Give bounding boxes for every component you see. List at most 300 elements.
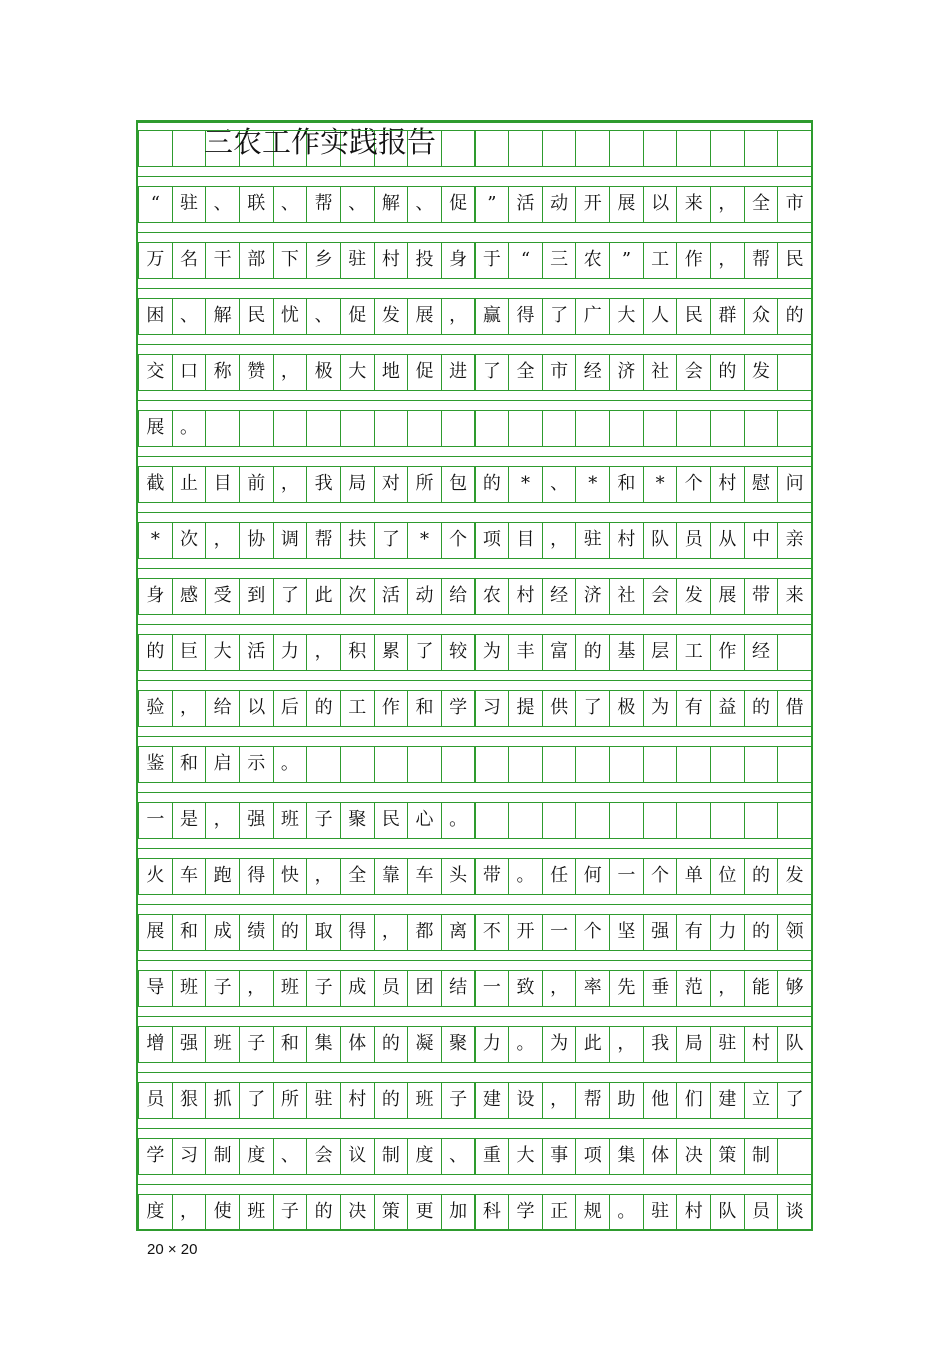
grid-char: 致 [516, 977, 535, 998]
grid-cell [609, 634, 644, 670]
grid-char: 到 [247, 585, 266, 606]
grid-cell [744, 690, 779, 726]
grid-line [138, 848, 811, 849]
text-row [138, 1082, 811, 1118]
grid-cell [138, 298, 173, 334]
grid-line [138, 558, 811, 559]
grid-cell [710, 858, 745, 894]
grid-cell [306, 410, 341, 446]
grid-char: 都 [415, 921, 434, 942]
grid-char: 心 [415, 809, 434, 830]
grid-cell [138, 858, 173, 894]
grid-cell [643, 522, 678, 558]
grid-cell [172, 1194, 207, 1230]
grid-cell [340, 522, 375, 558]
grid-char: 示 [247, 753, 266, 774]
grid-cell [239, 914, 274, 950]
grid-cell [374, 746, 409, 782]
grid-line [138, 130, 811, 131]
grid-char: 习 [482, 697, 501, 718]
grid-char: 民 [785, 249, 804, 270]
grid-cell [205, 690, 240, 726]
grid-char: 的 [280, 921, 299, 942]
grid-line [138, 904, 811, 905]
grid-char: 局 [684, 1033, 703, 1054]
grid-line [138, 1128, 811, 1129]
grid-cell [676, 1026, 711, 1062]
grid-char: 的 [752, 865, 770, 886]
grid-char: 村 [718, 473, 737, 494]
grid-cell [744, 466, 779, 502]
grid-cell [306, 1138, 341, 1174]
grid-cell [340, 354, 375, 390]
grid-cell [239, 354, 274, 390]
grid-cell [205, 410, 240, 446]
grid-char: 。 [449, 809, 468, 830]
grid-cell [273, 914, 308, 950]
grid-cell [643, 578, 678, 614]
grid-line [138, 960, 811, 961]
grid-char: 凝 [415, 1033, 434, 1054]
grid-cell [542, 578, 577, 614]
grid-char: 全 [516, 361, 535, 382]
grid-cell [542, 130, 577, 166]
grid-char: 作 [381, 697, 400, 718]
grid-cell [374, 970, 409, 1006]
grid-cell [273, 298, 308, 334]
grid-cell [676, 522, 711, 558]
grid-cell [172, 634, 207, 670]
grid-char: 开 [583, 193, 602, 214]
grid-char: 三 [550, 249, 569, 270]
grid-char: 动 [550, 193, 569, 214]
grid-char: 员 [752, 1201, 770, 1222]
grid-cell [542, 522, 577, 558]
grid-char: ， [449, 305, 468, 326]
grid-char: 工 [348, 697, 367, 718]
grid-cell [306, 970, 341, 1006]
grid-char: 成 [213, 921, 232, 942]
grid-cell [710, 802, 745, 838]
grid-cell [273, 522, 308, 558]
grid-cell [710, 522, 745, 558]
grid-cell [609, 410, 644, 446]
grid-cell [508, 1026, 543, 1062]
grid-char: 促 [415, 361, 434, 382]
grid-char: 绩 [247, 921, 266, 942]
document-title: 三农工作实践报告 [204, 125, 437, 159]
grid-cell [575, 410, 610, 446]
grid-char: 来 [684, 193, 703, 214]
grid-cell [172, 130, 207, 166]
grid-cell [138, 1082, 173, 1118]
grid-char: 的 [146, 641, 165, 662]
grid-cell [609, 914, 644, 950]
grid-char: 为 [550, 1033, 569, 1054]
grid-char: 动 [415, 585, 434, 606]
grid-cell [407, 802, 442, 838]
text-row [138, 298, 811, 334]
grid-char: 有 [684, 697, 703, 718]
grid-cell [239, 634, 274, 670]
grid-cell [138, 1138, 173, 1174]
grid-char: 们 [684, 1089, 703, 1110]
grid-cell [744, 858, 779, 894]
grid-char: 的 [314, 697, 333, 718]
grid-cell [441, 634, 476, 670]
grid-cell [744, 970, 779, 1006]
grid-cell [205, 970, 240, 1006]
grid-cell [306, 1194, 341, 1230]
text-row [138, 634, 811, 670]
grid-char: 展 [718, 585, 737, 606]
grid-char: 基 [617, 641, 636, 662]
grid-cell [441, 186, 476, 222]
grid-cell [441, 242, 476, 278]
grid-char: 提 [516, 697, 535, 718]
grid-cell [172, 578, 207, 614]
grid-line [138, 1082, 811, 1083]
grid-char: ， [550, 529, 569, 550]
grid-cell [407, 1138, 442, 1174]
grid-cell [441, 354, 476, 390]
grid-char: 规 [583, 1201, 602, 1222]
grid-char: 积 [348, 641, 367, 662]
grid-cell [643, 690, 678, 726]
grid-char: 借 [785, 697, 804, 718]
grid-char: 村 [381, 249, 400, 270]
grid-cell [575, 466, 610, 502]
grid-char: 带 [752, 585, 770, 606]
grid-char: 我 [314, 473, 333, 494]
grid-char: 一 [482, 977, 501, 998]
grid-char: 开 [516, 921, 535, 942]
grid-line [138, 1138, 811, 1139]
grid-char: 、 [550, 473, 569, 494]
grid-char: 了 [482, 361, 501, 382]
grid-cell [407, 1194, 442, 1230]
grid-cell [239, 186, 274, 222]
grid-cell [441, 410, 476, 446]
grid-line [138, 298, 811, 299]
grid-cell [239, 746, 274, 782]
grid-cell [340, 802, 375, 838]
grid-char: 取 [314, 921, 333, 942]
grid-cell [744, 354, 779, 390]
grid-cell [609, 242, 644, 278]
grid-char: 、 [449, 1145, 468, 1166]
grid-char: 、 [314, 305, 333, 326]
grid-char: 习 [179, 1145, 198, 1166]
grid-cell [575, 1026, 610, 1062]
manuscript-grid-sheet [136, 120, 813, 1231]
grid-cell [643, 1194, 678, 1230]
grid-char: 部 [247, 249, 266, 270]
grid-char: 了 [415, 641, 434, 662]
grid-cell [676, 466, 711, 502]
grid-cell [407, 858, 442, 894]
grid-cell [340, 746, 375, 782]
grid-char: 导 [146, 977, 165, 998]
grid-cell [643, 1082, 678, 1118]
grid-char: 验 [146, 697, 165, 718]
grid-cell [508, 970, 543, 1006]
grid-cell [172, 914, 207, 950]
grid-char: ， [550, 1089, 569, 1110]
grid-cell [542, 970, 577, 1006]
grid-line [138, 792, 811, 793]
grid-char: 体 [348, 1033, 367, 1054]
grid-cell [744, 1194, 779, 1230]
grid-char: 进 [449, 361, 468, 382]
grid-char: 和 [179, 921, 198, 942]
grid-char: ， [280, 361, 299, 382]
grid-cell [306, 242, 341, 278]
grid-char: 够 [785, 977, 804, 998]
grid-cell [575, 242, 610, 278]
grid-char: 赞 [247, 361, 266, 382]
grid-cell [441, 1194, 476, 1230]
grid-char: 累 [381, 641, 400, 662]
grid-cell [374, 802, 409, 838]
grid-char: ， [213, 529, 232, 550]
grid-line [138, 736, 811, 737]
grid-cell [475, 354, 510, 390]
grid-cell [205, 466, 240, 502]
grid-cell [575, 858, 610, 894]
grid-char: * [520, 473, 530, 494]
grid-char: 集 [617, 1145, 636, 1166]
grid-char: 活 [381, 585, 400, 606]
grid-cell [575, 298, 610, 334]
text-row [138, 354, 811, 390]
grid-cell [306, 466, 341, 502]
grid-char: 帮 [752, 249, 770, 270]
grid-cell [744, 1082, 779, 1118]
grid-cell [777, 242, 812, 278]
grid-cell [138, 242, 173, 278]
grid-cell [643, 802, 678, 838]
grid-cell [239, 1026, 274, 1062]
grid-char: 慰 [752, 473, 770, 494]
grid-cell [138, 634, 173, 670]
grid-cell [205, 634, 240, 670]
grid-char: 受 [213, 585, 232, 606]
grid-char: 村 [617, 529, 636, 550]
grid-char: 社 [651, 361, 670, 382]
grid-cell [340, 634, 375, 670]
grid-line [138, 410, 811, 411]
grid-line [138, 634, 811, 635]
grid-cell [676, 242, 711, 278]
grid-cell [508, 186, 543, 222]
grid-cell [744, 242, 779, 278]
grid-char: * [420, 529, 429, 550]
grid-cell [374, 354, 409, 390]
grid-line [138, 278, 811, 279]
grid-cell [340, 242, 375, 278]
grid-cell [172, 802, 207, 838]
grid-line [138, 344, 811, 345]
grid-cell [138, 130, 173, 166]
grid-cell [441, 522, 476, 558]
grid-char: 学 [146, 1145, 165, 1166]
grid-cell [374, 634, 409, 670]
grid-cell [777, 858, 812, 894]
grid-char: 民 [381, 809, 400, 830]
grid-cell [777, 578, 812, 614]
grid-cell [777, 1026, 812, 1062]
grid-cell [609, 802, 644, 838]
grid-char: 事 [550, 1145, 569, 1166]
grid-char: 结 [449, 977, 468, 998]
grid-char: 车 [179, 865, 198, 886]
grid-char: 他 [651, 1089, 670, 1110]
grid-cell [306, 914, 341, 950]
grid-char: 议 [348, 1145, 367, 1166]
grid-cell [340, 1194, 375, 1230]
grid-char: 力 [718, 921, 737, 942]
grid-char: 作 [684, 249, 703, 270]
grid-cell [643, 1026, 678, 1062]
grid-line [138, 578, 811, 579]
grid-cell [374, 466, 409, 502]
grid-cell [744, 522, 779, 558]
grid-cell [407, 354, 442, 390]
grid-cell [306, 186, 341, 222]
grid-char: 制 [381, 1145, 400, 1166]
grid-cell [777, 746, 812, 782]
grid-char: 任 [550, 865, 569, 886]
grid-char: 领 [785, 921, 804, 942]
grid-cell [306, 1026, 341, 1062]
grid-cell [643, 634, 678, 670]
grid-char: 率 [583, 977, 602, 998]
grid-cell [643, 130, 678, 166]
grid-cell [609, 690, 644, 726]
grid-char: 度 [247, 1145, 266, 1166]
grid-cell [205, 1138, 240, 1174]
grid-cell [609, 746, 644, 782]
grid-line [138, 466, 811, 467]
grid-cell [172, 522, 207, 558]
grid-cell [138, 802, 173, 838]
grid-char: 、 [213, 193, 232, 214]
grid-cell [273, 858, 308, 894]
grid-cell [374, 410, 409, 446]
grid-cell [273, 1026, 308, 1062]
grid-cell [138, 578, 173, 614]
grid-char: ， [314, 641, 333, 662]
grid-cell [239, 1194, 274, 1230]
grid-char: 为 [482, 641, 501, 662]
grid-cell [441, 1082, 476, 1118]
grid-cell [239, 466, 274, 502]
grid-cell [441, 858, 476, 894]
grid-cell [475, 522, 510, 558]
grid-cell [744, 298, 779, 334]
grid-char: 下 [280, 249, 299, 270]
grid-cell [239, 858, 274, 894]
grid-cell [777, 130, 812, 166]
grid-char: 大 [516, 1145, 535, 1166]
grid-cell [239, 802, 274, 838]
grid-cell [643, 858, 678, 894]
grid-char: 此 [583, 1033, 602, 1054]
grid-cell [475, 914, 510, 950]
grid-cell [374, 914, 409, 950]
grid-cell [508, 1082, 543, 1118]
grid-cell [138, 522, 173, 558]
grid-char: 得 [247, 865, 266, 886]
grid-char: 头 [449, 865, 468, 886]
grid-char: 科 [482, 1201, 501, 1222]
grid-line [138, 354, 811, 355]
grid-cell [273, 354, 308, 390]
grid-line [138, 288, 811, 289]
grid-cell [643, 914, 678, 950]
grid-char: 农 [583, 249, 602, 270]
grid-cell [441, 746, 476, 782]
grid-cell [239, 298, 274, 334]
grid-char: 使 [213, 1201, 232, 1222]
grid-char: 个 [684, 473, 703, 494]
grid-cell [138, 354, 173, 390]
grid-cell [138, 914, 173, 950]
grid-cell [273, 690, 308, 726]
grid-line [138, 1062, 811, 1063]
grid-char: 于 [482, 249, 501, 270]
grid-cell [542, 1138, 577, 1174]
grid-cell [475, 802, 510, 838]
grid-char: 群 [718, 305, 737, 326]
grid-cell [239, 578, 274, 614]
grid-char: 解 [213, 305, 232, 326]
grid-line [138, 1194, 811, 1195]
grid-cell [542, 242, 577, 278]
grid-char: 民 [684, 305, 703, 326]
grid-char: 了 [280, 585, 299, 606]
grid-char: 驻 [718, 1033, 737, 1054]
grid-cell [710, 1138, 745, 1174]
grid-cell [407, 578, 442, 614]
grid-cell [340, 914, 375, 950]
grid-char: 的 [752, 697, 770, 718]
grid-cell [609, 970, 644, 1006]
grid-char: ， [247, 977, 266, 998]
grid-char: 策 [718, 1145, 737, 1166]
grid-cell [306, 1082, 341, 1118]
grid-char: 驻 [314, 1089, 333, 1110]
grid-cell [172, 1026, 207, 1062]
grid-char: 。 [617, 1201, 636, 1222]
grid-char: 是 [179, 809, 198, 830]
grid-cell [441, 1138, 476, 1174]
grid-line [138, 186, 811, 187]
grid-cell [340, 1082, 375, 1118]
grid-cell [239, 1082, 274, 1118]
grid-cell [172, 354, 207, 390]
grid-char: 感 [179, 585, 198, 606]
grid-cell [575, 186, 610, 222]
grid-char: 和 [179, 753, 198, 774]
grid-cell [441, 130, 476, 166]
grid-cell [508, 914, 543, 950]
grid-char: 层 [651, 641, 670, 662]
grid-line [138, 1072, 811, 1073]
grid-char: 发 [752, 361, 770, 382]
grid-cell [239, 410, 274, 446]
